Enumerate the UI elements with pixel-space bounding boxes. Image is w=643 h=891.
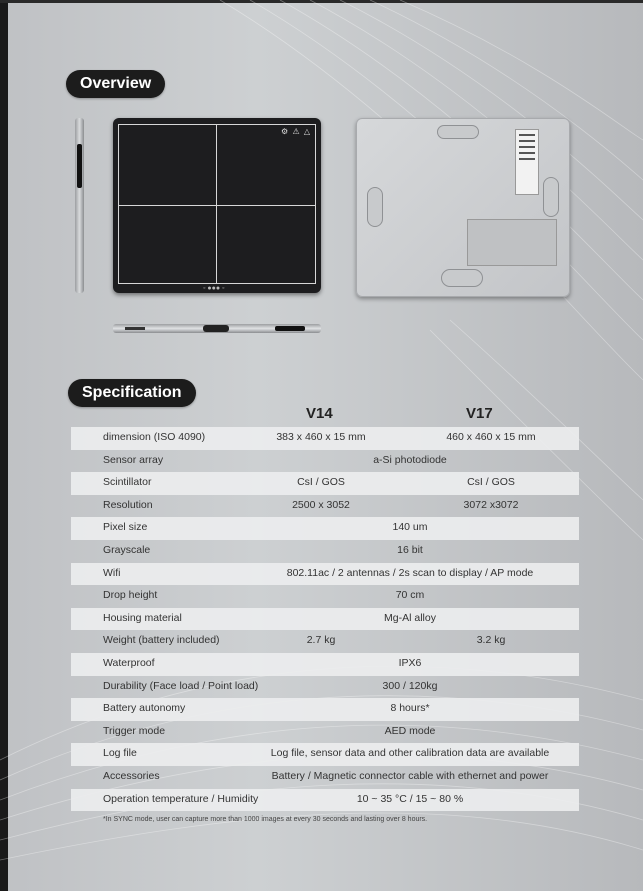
spec-value: Battery / Magnetic connector cable with ethernet and power <box>271 769 549 782</box>
spec-value: 16 bit <box>397 543 423 556</box>
spec-row-grayscale <box>71 540 579 563</box>
detector-side-view-horizontal <box>113 324 321 333</box>
spec-value: AED mode <box>384 724 436 737</box>
detector-side-view-vertical <box>75 118 84 293</box>
spec-label: Wifi <box>103 566 121 579</box>
spec-row-scintillator <box>71 472 579 495</box>
spec-value-v14: 2.7 kg <box>306 634 336 647</box>
column-header-v14: V14 <box>306 405 333 422</box>
detector-indicator-icons: ⚙ ⚠ △ <box>281 127 311 136</box>
spec-value: Log file, sensor data and other calibration data are available <box>270 747 550 760</box>
detector-led-icons: ◦ ●●● ◦ <box>203 285 225 292</box>
spec-value-v14: 2500 x 3052 <box>292 498 350 511</box>
spec-row-waterproof <box>71 653 579 676</box>
spec-row-dimension <box>71 427 579 450</box>
detector-back-view <box>356 118 570 297</box>
spec-value-v14: 383 x 460 x 15 mm <box>276 431 366 443</box>
spec-value-v17: 3.2 kg <box>476 634 506 647</box>
spec-label: Housing material <box>103 611 182 624</box>
specification-table <box>71 427 579 811</box>
spec-label: Grayscale <box>103 543 151 556</box>
detector-product-label <box>515 129 539 195</box>
spec-label: Resolution <box>103 498 153 511</box>
spec-value-v14: CsI / GOS <box>297 476 345 489</box>
spec-row-sensor-array <box>71 450 579 473</box>
spec-row-weight <box>71 630 579 653</box>
spec-value: a-Si photodiode <box>373 453 447 466</box>
spec-row-log-file <box>71 743 579 766</box>
spec-value: IPX6 <box>398 656 422 669</box>
footnote: *In SYNC mode, user can capture more than 1000 images at every 30 seconds and lasting over 8 hours. <box>103 816 428 823</box>
column-header-v17: V17 <box>466 405 493 422</box>
spec-value-v17: CsI / GOS <box>467 476 515 489</box>
spec-value: 8 hours* <box>390 702 430 715</box>
spec-row-battery-autonomy <box>71 698 579 721</box>
spec-row-pixel-size <box>71 517 579 540</box>
spec-row-resolution <box>71 495 579 518</box>
spec-row-accessories <box>71 766 579 789</box>
spec-label: Trigger mode <box>103 724 166 737</box>
spec-value: 10 ~ 35 °C / 15 ~ 80 % <box>356 792 464 805</box>
detector-front-view <box>113 118 321 293</box>
spec-label: Drop height <box>103 589 158 602</box>
spec-value: 300 / 120kg <box>382 679 438 692</box>
spec-label: Operation temperature / Humidity <box>103 792 259 805</box>
spec-value: Mg-Al alloy <box>384 611 436 624</box>
spec-label: Durability (Face load / Point load) <box>103 679 259 692</box>
spec-value-v17: 3072 x3072 <box>463 498 519 511</box>
spec-row-operation-temperature <box>71 789 579 812</box>
spec-label: Scintillator <box>103 476 152 489</box>
spec-row-drop-height <box>71 585 579 608</box>
spec-value-v17: 460 x 460 x 15 mm <box>446 431 536 443</box>
spec-value: 140 um <box>392 521 428 534</box>
spec-label: Sensor array <box>103 453 164 466</box>
spec-label: Waterproof <box>103 656 155 669</box>
spec-label: Pixel size <box>103 521 148 534</box>
spec-row-housing-material <box>71 608 579 631</box>
specification-heading: Specification <box>68 379 196 407</box>
spec-row-wifi <box>71 563 579 586</box>
spec-row-durability <box>71 676 579 699</box>
overview-heading: Overview <box>66 70 165 98</box>
spec-value: 70 cm <box>395 589 425 602</box>
spec-label: Battery autonomy <box>103 702 186 715</box>
spec-label: Log file <box>103 747 137 760</box>
spec-label: Weight (battery included) <box>103 634 220 647</box>
spec-label: Accessories <box>103 769 160 782</box>
spec-value: 802.11ac / 2 antennas / 2s scan to display / AP mode <box>286 566 534 579</box>
spec-label: dimension (ISO 4090) <box>103 431 206 443</box>
spec-row-trigger-mode <box>71 721 579 744</box>
